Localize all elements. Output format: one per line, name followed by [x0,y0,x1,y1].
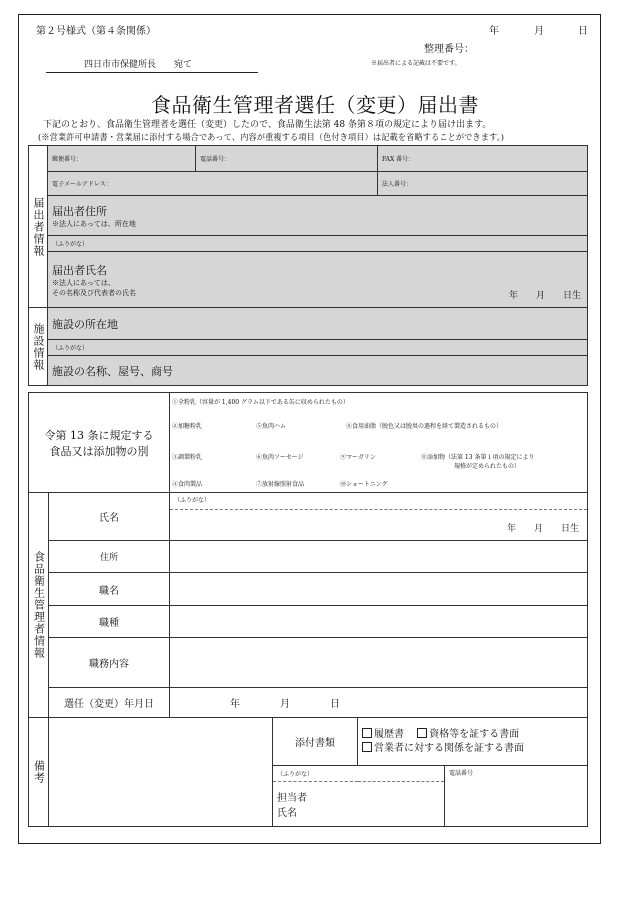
notifier-name-note-1: ※法人にあっては、 [52,278,115,287]
date-month-label: 月 [534,26,544,37]
email-label: 電子メールアドレス： [52,181,112,188]
food-type-label-cell [29,393,170,493]
reference-number-label: 整理番号： [424,44,474,55]
date-year-label: 年 [489,26,499,37]
manager-address-label: 住所 [49,541,170,573]
contact-furigana-field[interactable] [273,766,445,782]
food-option-4[interactable]: ④食肉製品 [172,481,203,488]
manager-table [28,492,588,718]
attachment-qualification[interactable]: 資格等を証する書面 [417,729,519,740]
fax-label: FAX 番号： [382,156,415,163]
notifier-furigana-field[interactable] [48,236,588,252]
appointed-date-label: 選任（変更）年月日 [49,688,170,718]
omission-note: (※営業許可申請書・営業届に添付する場合であって、内容が重複する項目（色付き項目）は記載を省略することができます。) [38,132,505,142]
corporate-number-label: 法人番号： [382,181,413,188]
contact-phone-field[interactable] [445,766,588,827]
checkbox-icon [362,728,372,738]
attachment-relationship[interactable]: 営業者に対する関係を証する書面 [362,743,524,754]
food-option-8[interactable]: ⑧食用油脂（脱色又は脱臭の過程を経て製造されるもの） [346,423,503,430]
manager-title-label: 職名 [49,573,170,606]
food-option-7[interactable]: ⑦放射線照射食品 [256,481,305,488]
remarks-section-label: 備考 [29,718,49,827]
intro-text: 下記のとおり、食品衛生管理者を選任（変更）したので、食品衛生法第 48 条第８項の規定により届け出ます。 [43,120,492,130]
food-option-3[interactable]: ③調製粉乳 [172,454,203,461]
notifier-address-label: 届出者住所 [52,204,107,218]
food-option-6[interactable]: ⑥魚肉ソーセージ [256,454,304,461]
corporate-number-field[interactable] [378,172,588,196]
furigana-divider [170,509,587,510]
food-option-1[interactable]: ①全粉乳（容量が 1,400 グラム以下である缶に収められたもの） [172,399,349,406]
facility-section-label: 施設情報 [29,308,48,386]
food-type-table [28,392,588,493]
manager-job-type-field[interactable] [170,606,588,638]
notifier-address-field[interactable] [48,196,588,236]
appointed-date-units: 年 月 日 [230,699,340,710]
notifier-section-label: 届出者情報 [29,146,48,308]
food-option-11a[interactable]: ⑪添加物（法第 13 条第１項の規定により [421,454,535,461]
checkbox-icon [362,742,372,752]
reference-note: ※届出者による記載は不要です。 [371,60,461,67]
appointed-date-field[interactable] [170,688,588,718]
food-option-2[interactable]: ②加糖粉乳 [172,423,203,430]
notifier-name-note-2: その名称及び代表者の氏名 [52,288,136,297]
contact-name-field[interactable] [273,782,445,827]
addressee: 四日市市保健所長 宛て [84,60,193,70]
attachments-label: 添付書類 [273,718,358,766]
fax-field[interactable] [378,146,588,172]
attachments-options [358,718,588,766]
manager-section-label: 食品衛生管理者情報 [29,493,49,718]
food-type-options [170,393,588,493]
notifier-birth-date: 年 月 日生 [508,291,581,301]
food-type-label-1: 令第 13 条に規定する [44,428,154,442]
food-option-9[interactable]: ⑨マーガリン [340,454,376,461]
postal-code-label: 郵便番号： [52,156,83,163]
notifier-furigana-label: （ふりがな） [52,241,89,248]
date-day-label: 日 [578,26,588,37]
contact-label-1: 担当者 [277,793,307,804]
food-option-11b: 規格が定められたもの） [454,463,521,470]
phone-label: 電話番号： [200,156,231,163]
phone-field[interactable] [196,146,378,172]
remarks-table [28,717,588,827]
facility-furigana-label: （ふりがな） [52,345,89,352]
contact-phone-label: 電話番号 [449,770,474,777]
manager-title-field[interactable] [170,573,588,606]
facility-location-field[interactable] [48,308,588,340]
contact-furigana-label: （ふりがな） [277,771,314,778]
postal-code-field[interactable] [48,146,196,172]
manager-name-label: 氏名 [49,493,170,541]
checkbox-icon [417,728,427,738]
contact-label-2: 氏名 [277,808,297,819]
manager-duties-field[interactable] [170,638,588,688]
manager-birth-date: 年 月 日生 [506,524,579,534]
form-number: 第２号様式（第４条関係） [36,26,156,37]
facility-location-label: 施設の所在地 [52,317,118,331]
manager-duties-label: 職務内容 [49,638,170,688]
page-title: 食品衛生管理者選任（変更）届出書 [151,93,479,117]
notifier-name-label: 届出者氏名 [52,263,107,277]
email-field[interactable] [48,172,378,196]
facility-name-label: 施設の名称、屋号、商号 [52,364,173,378]
manager-job-type-label: 職種 [49,606,170,638]
manager-furigana-label: （ふりがな） [174,497,211,504]
facility-furigana-field[interactable] [48,340,588,356]
food-option-10[interactable]: ⑩ショートニング [340,481,388,488]
attachment-resume[interactable]: 履歴書 [362,729,404,740]
remarks-field[interactable] [49,718,273,827]
notifier-name-field[interactable] [48,252,588,308]
food-type-label-2: 食品又は添加物の別 [49,444,149,458]
manager-address-field[interactable] [170,541,588,573]
addressee-underline [46,72,258,73]
facility-name-field[interactable] [48,356,588,386]
manager-name-field[interactable] [170,493,588,541]
food-option-5[interactable]: ⑤魚肉ハム [256,423,287,430]
notifier-facility-table [28,145,588,386]
notifier-address-note: ※法人にあっては、所在地 [52,219,136,228]
